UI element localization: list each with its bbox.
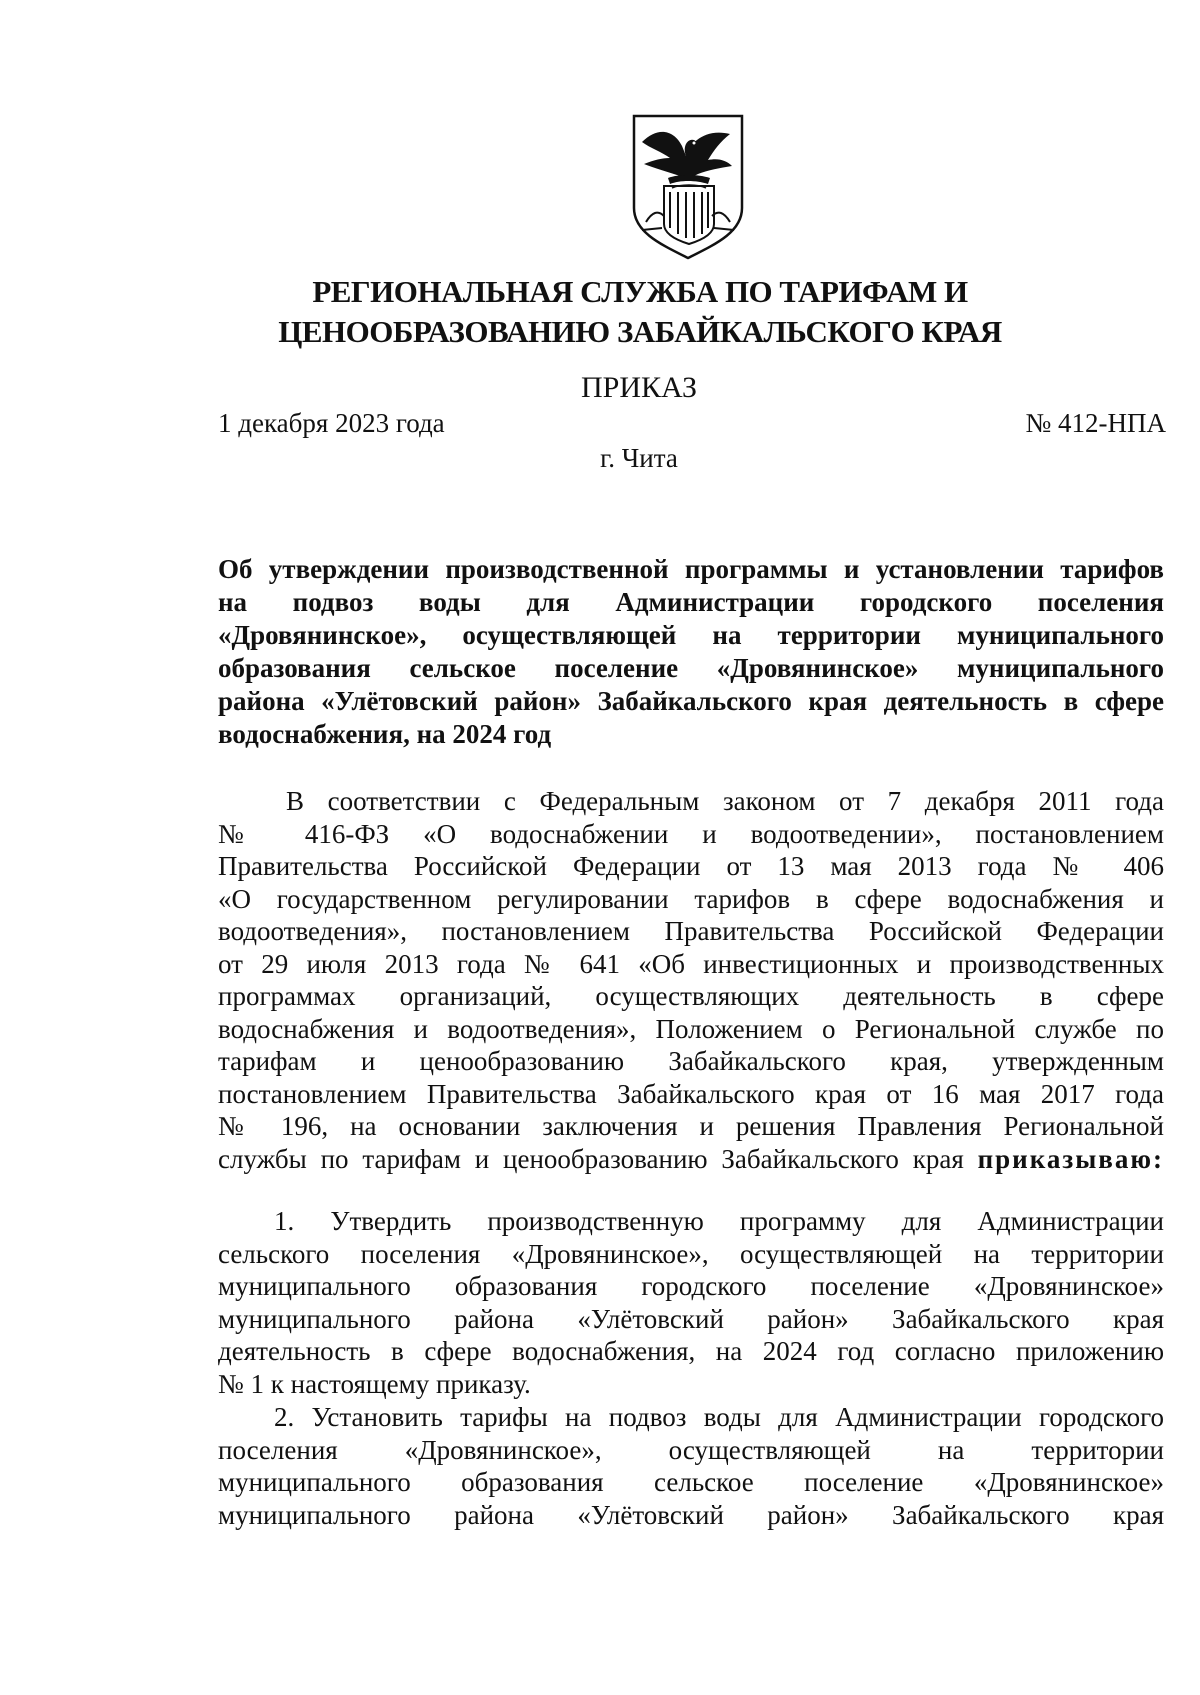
coat-of-arms-emblem	[628, 112, 748, 262]
organization-name-line1: РЕГИОНАЛЬНАЯ СЛУЖБА ПО ТАРИФАМ И	[312, 274, 968, 309]
preamble-line: «О государственном регулировании тарифов в сфере водоснабжения и	[218, 883, 1164, 914]
order-verb: приказываю:	[977, 1143, 1164, 1174]
document-title	[218, 553, 1164, 751]
preamble-line: № 416-ФЗ «О водоснабжении и водоотведении», постановлением	[218, 818, 1164, 849]
item-1-line: 1. Утвердить производственную программу для Администрации	[274, 1206, 1164, 1236]
title-line: Об утверждении производственной программы и установлении тарифов	[218, 554, 1164, 584]
item-1-line: № 1 к настоящему приказу.	[218, 1368, 531, 1399]
item-2-line: 2. Установить тарифы на подвоз воды для Администрации городского	[274, 1402, 1164, 1432]
item-1-paragraph	[218, 1205, 1164, 1400]
document-number: № 412-НПА	[1025, 408, 1166, 438]
preamble-last-text: службы по тарифам и ценообразованию Забайкальского края	[218, 1143, 964, 1174]
title-line: образования сельское поселение «Дровянинское» муниципального	[218, 653, 1164, 683]
preamble-line: Правительства Российской Федерации от 13 мая 2013 года № 406	[218, 851, 1164, 881]
item-2-line: поселения «Дровянинское», осуществляющей на территории	[218, 1434, 1164, 1465]
document-type: ПРИКАЗ	[581, 371, 697, 404]
title-line: «Дровянинское», осуществляющей на территории муниципального	[218, 620, 1164, 650]
item-1-line: сельского поселения «Дровянинское», осуществляющей на территории	[218, 1238, 1164, 1269]
preamble-line: водоотведения», постановлением Правительства Российской Федерации	[218, 916, 1164, 946]
preamble-line: от 29 июля 2013 года № 641 «Об инвестиционных и производственных	[218, 948, 1164, 979]
item-2-line: муниципального района «Улётовский район» Забайкальского края	[218, 1499, 1164, 1530]
preamble-line: программах организаций, осуществляющих деятельность в сфере	[218, 981, 1164, 1011]
item-2-line: муниципального образования сельское поселение «Дровянинское»	[218, 1467, 1164, 1497]
item-1-line: муниципального образования городского поселение «Дровянинское»	[218, 1271, 1164, 1301]
item-1-line: деятельность в сфере водоснабжения, на 2024 год согласно приложению	[218, 1336, 1164, 1366]
preamble-line: тарифам и ценообразованию Забайкальского края, утвержденным	[218, 1046, 1164, 1076]
preamble-line: постановлением Правительства Забайкальского края от 16 мая 2017 года	[218, 1078, 1164, 1109]
preamble-line: № 196, на основании заключения и решения Правления Региональной	[218, 1111, 1164, 1141]
document-date: 1 декабря 2023 года	[218, 408, 445, 438]
preamble-paragraph	[218, 785, 1164, 1175]
organization-name-line2: ЦЕНООБРАЗОВАНИЮ ЗАБАЙКАЛЬСКОГО КРАЯ	[278, 314, 1002, 349]
preamble-line: водоснабжения и водоотведения», Положением о Региональной службе по	[218, 1013, 1164, 1044]
title-line: водоснабжения, на 2024 год	[218, 719, 552, 749]
item-2-paragraph	[218, 1401, 1164, 1531]
title-line: на подвоз воды для Администрации городского поселения	[218, 587, 1164, 617]
preamble-line: В соответствии с Федеральным законом от 7 декабря 2011 года	[286, 786, 1164, 816]
item-1-line: муниципального района «Улётовский район» Забайкальского края	[218, 1303, 1164, 1334]
document-city: г. Чита	[600, 443, 678, 473]
preamble-last-line	[218, 1143, 1164, 1176]
title-line: района «Улётовский район» Забайкальского края деятельность в сфере	[218, 686, 1164, 716]
